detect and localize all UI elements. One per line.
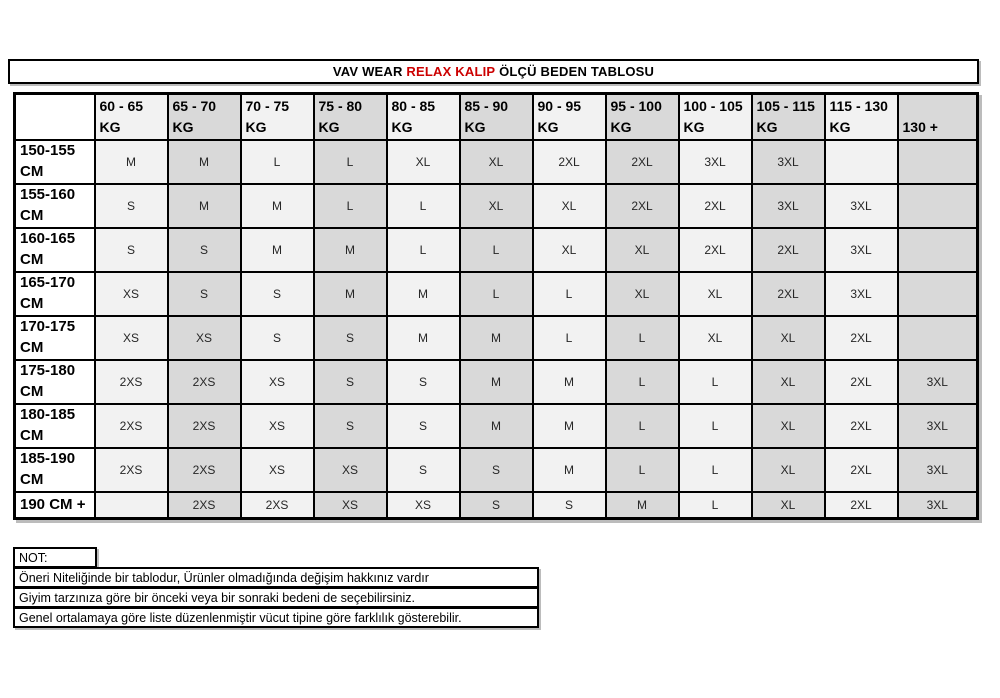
- size-cell: 2XL: [533, 140, 606, 184]
- size-cell: XL: [533, 184, 606, 228]
- size-cell: M: [241, 228, 314, 272]
- table-row: [15, 316, 978, 360]
- size-cell: 2XS: [168, 360, 241, 404]
- weight-unit: KG: [318, 118, 340, 135]
- row-header-height: 190 CM +: [15, 492, 95, 519]
- row-header-height: [15, 272, 95, 316]
- size-cell: L: [606, 360, 679, 404]
- height-range: 165-170: [20, 274, 76, 292]
- size-cell: 2XL: [825, 316, 898, 360]
- column-header-weight: [168, 94, 241, 140]
- size-cell: 2XS: [168, 492, 241, 519]
- table-row: [15, 272, 978, 316]
- size-cell: M: [168, 184, 241, 228]
- weight-range: 90 - 95: [537, 98, 582, 115]
- size-cell: XS: [314, 448, 387, 492]
- height-unit: CM: [20, 426, 44, 444]
- height-range: 185-190: [20, 450, 76, 468]
- size-cell: M: [606, 492, 679, 519]
- size-cell: XL: [387, 140, 460, 184]
- size-cell: XL: [606, 228, 679, 272]
- size-cell: XS: [95, 272, 168, 316]
- size-cell: 3XL: [898, 448, 978, 492]
- size-cell: 2XL: [752, 228, 825, 272]
- weight-range: 60 - 65: [99, 98, 144, 115]
- note-item: Genel ortalamaya göre liste düzenlenmiştir vücut tipine göre farklılık gösterebilir.: [13, 607, 539, 628]
- size-cell: 2XS: [95, 404, 168, 448]
- weight-unit: 130 +: [902, 118, 938, 135]
- title-suffix: ÖLÇÜ BEDEN TABLOSU: [499, 64, 655, 79]
- column-header-weight: [241, 94, 314, 140]
- size-cell: 2XS: [95, 448, 168, 492]
- note-item: Öneri Niteliğinde bir tablodur, Ürünler olmadığında değişim hakkınız vardır: [13, 567, 539, 588]
- size-cell: S: [241, 316, 314, 360]
- size-cell: XL: [460, 184, 533, 228]
- size-cell: XS: [168, 316, 241, 360]
- size-cell: XS: [314, 492, 387, 519]
- weight-unit: KG: [610, 118, 632, 135]
- size-cell: S: [460, 448, 533, 492]
- size-cell: [898, 184, 978, 228]
- header-row: [15, 94, 978, 140]
- size-cell: L: [679, 360, 752, 404]
- table-row: [15, 360, 978, 404]
- weight-unit: KG: [683, 118, 705, 135]
- size-cell: 2XS: [168, 404, 241, 448]
- weight-range: 100 - 105: [683, 98, 743, 115]
- column-header-weight: [95, 94, 168, 140]
- height-unit: CM: [20, 294, 44, 312]
- size-cell: M: [460, 404, 533, 448]
- size-cell: [95, 492, 168, 519]
- size-cell: L: [460, 228, 533, 272]
- size-cell: L: [533, 272, 606, 316]
- size-cell: S: [387, 360, 460, 404]
- table-row: [15, 140, 978, 184]
- weight-unit: KG: [756, 118, 778, 135]
- size-cell: 3XL: [825, 184, 898, 228]
- size-cell: [898, 316, 978, 360]
- table-row: [15, 448, 978, 492]
- size-cell: M: [533, 360, 606, 404]
- column-header-weight: [533, 94, 606, 140]
- size-cell: S: [314, 360, 387, 404]
- size-cell: M: [314, 228, 387, 272]
- size-cell: S: [241, 272, 314, 316]
- row-header-height: [15, 360, 95, 404]
- weight-range: [903, 96, 977, 116]
- size-cell: M: [95, 140, 168, 184]
- height-range: 160-165: [20, 230, 76, 248]
- height-unit: CM: [20, 162, 44, 180]
- size-cell: L: [606, 448, 679, 492]
- column-header-weight: [314, 94, 387, 140]
- weight-unit: KG: [464, 118, 486, 135]
- weight-unit: KG: [391, 118, 413, 135]
- size-cell: 2XL: [825, 360, 898, 404]
- size-cell: 2XL: [752, 272, 825, 316]
- size-cell: XS: [241, 404, 314, 448]
- row-header-height: [15, 316, 95, 360]
- size-cell: XL: [752, 360, 825, 404]
- size-cell: XL: [606, 272, 679, 316]
- size-cell: [898, 228, 978, 272]
- size-cell: XL: [752, 404, 825, 448]
- size-cell: 2XL: [679, 228, 752, 272]
- size-cell: M: [241, 184, 314, 228]
- size-cell: 3XL: [898, 360, 978, 404]
- weight-unit: KG: [172, 118, 194, 135]
- height-range: 155-160: [20, 186, 76, 204]
- size-cell: 2XL: [825, 404, 898, 448]
- weight-range: 75 - 80: [318, 98, 363, 115]
- size-cell: XL: [679, 316, 752, 360]
- size-cell: M: [533, 448, 606, 492]
- height-range: 170-175: [20, 318, 76, 336]
- size-cell: S: [168, 228, 241, 272]
- size-cell: 3XL: [752, 140, 825, 184]
- size-table: [13, 92, 979, 520]
- size-cell: XL: [679, 272, 752, 316]
- size-cell: L: [679, 492, 752, 519]
- column-header-weight: [460, 94, 533, 140]
- size-cell: 3XL: [898, 404, 978, 448]
- size-cell: L: [387, 184, 460, 228]
- height-unit: CM: [20, 250, 44, 268]
- column-header-weight: [898, 94, 978, 140]
- size-cell: 2XS: [168, 448, 241, 492]
- size-cell: 2XS: [241, 492, 314, 519]
- row-header-height: [15, 404, 95, 448]
- size-cell: S: [533, 492, 606, 519]
- column-header-weight: [825, 94, 898, 140]
- table-row: [15, 184, 978, 228]
- column-header-weight: [679, 94, 752, 140]
- size-cell: 2XL: [606, 140, 679, 184]
- size-cell: S: [460, 492, 533, 519]
- size-cell: [825, 140, 898, 184]
- table-row: [15, 492, 978, 519]
- title-prefix: VAV WEAR: [332, 64, 403, 79]
- weight-range: 65 - 70: [172, 98, 217, 115]
- size-cell: 2XL: [825, 448, 898, 492]
- size-cell: S: [168, 272, 241, 316]
- size-cell: XS: [95, 316, 168, 360]
- page-title: [8, 59, 979, 84]
- weight-range: 95 - 100: [610, 98, 662, 115]
- table-row: [15, 228, 978, 272]
- size-cell: L: [533, 316, 606, 360]
- size-cell: L: [460, 272, 533, 316]
- size-cell: XS: [241, 448, 314, 492]
- weight-range: 115 - 130: [829, 98, 888, 115]
- row-header-height: [15, 228, 95, 272]
- size-cell: L: [606, 316, 679, 360]
- size-cell: M: [460, 360, 533, 404]
- size-cell: 3XL: [679, 140, 752, 184]
- height-unit: CM: [20, 206, 44, 224]
- size-cell: S: [387, 404, 460, 448]
- column-header-weight: [752, 94, 825, 140]
- weight-range: 85 - 90: [464, 98, 509, 115]
- size-cell: L: [241, 140, 314, 184]
- size-cell: M: [460, 316, 533, 360]
- size-cell: S: [314, 404, 387, 448]
- weight-range: 70 - 75: [245, 98, 290, 115]
- size-cell: 2XS: [95, 360, 168, 404]
- size-cell: L: [606, 404, 679, 448]
- size-cell: S: [387, 448, 460, 492]
- size-cell: S: [95, 228, 168, 272]
- size-cell: [898, 272, 978, 316]
- size-cell: 3XL: [898, 492, 978, 519]
- size-cell: 2XL: [679, 184, 752, 228]
- size-cell: L: [314, 140, 387, 184]
- size-cell: M: [533, 404, 606, 448]
- weight-unit: KG: [245, 118, 267, 135]
- height-range: 150-155: [20, 142, 76, 160]
- weight-range: 105 - 115: [756, 98, 815, 115]
- size-cell: M: [387, 272, 460, 316]
- height-range: 180-185: [20, 406, 76, 424]
- corner-cell: [15, 94, 95, 140]
- weight-unit: KG: [537, 118, 559, 135]
- weight-unit: KG: [99, 118, 121, 135]
- weight-unit: KG: [829, 118, 851, 135]
- size-cell: 2XL: [825, 492, 898, 519]
- size-cell: 2XL: [606, 184, 679, 228]
- size-cell: 3XL: [825, 228, 898, 272]
- size-cell: XL: [533, 228, 606, 272]
- table-row: [15, 404, 978, 448]
- size-cell: L: [387, 228, 460, 272]
- size-cell: XL: [752, 492, 825, 519]
- size-cell: 3XL: [825, 272, 898, 316]
- size-cell: XL: [752, 448, 825, 492]
- size-cell: S: [95, 184, 168, 228]
- size-cell: L: [679, 404, 752, 448]
- size-cell: L: [679, 448, 752, 492]
- height-unit: CM: [20, 382, 44, 400]
- title-highlight: RELAX KALIP: [406, 64, 496, 79]
- size-cell: XL: [752, 316, 825, 360]
- size-cell: XS: [241, 360, 314, 404]
- note-item: Giyim tarzınıza göre bir önceki veya bir sonraki bedeni de seçebilirsiniz.: [13, 587, 539, 608]
- size-cell: M: [168, 140, 241, 184]
- weight-range: 80 - 85: [391, 98, 436, 115]
- size-cell: S: [314, 316, 387, 360]
- notes-label: NOT:: [13, 547, 97, 568]
- size-cell: [898, 140, 978, 184]
- size-cell: XL: [460, 140, 533, 184]
- size-cell: XS: [387, 492, 460, 519]
- height-range: 175-180: [20, 362, 76, 380]
- size-cell: M: [314, 272, 387, 316]
- row-header-height: [15, 448, 95, 492]
- column-header-weight: [606, 94, 679, 140]
- size-cell: 3XL: [752, 184, 825, 228]
- column-header-weight: [387, 94, 460, 140]
- row-header-height: [15, 140, 95, 184]
- size-cell: L: [314, 184, 387, 228]
- row-header-height: [15, 184, 95, 228]
- height-unit: CM: [20, 338, 44, 356]
- height-unit: CM: [20, 470, 44, 488]
- size-cell: M: [387, 316, 460, 360]
